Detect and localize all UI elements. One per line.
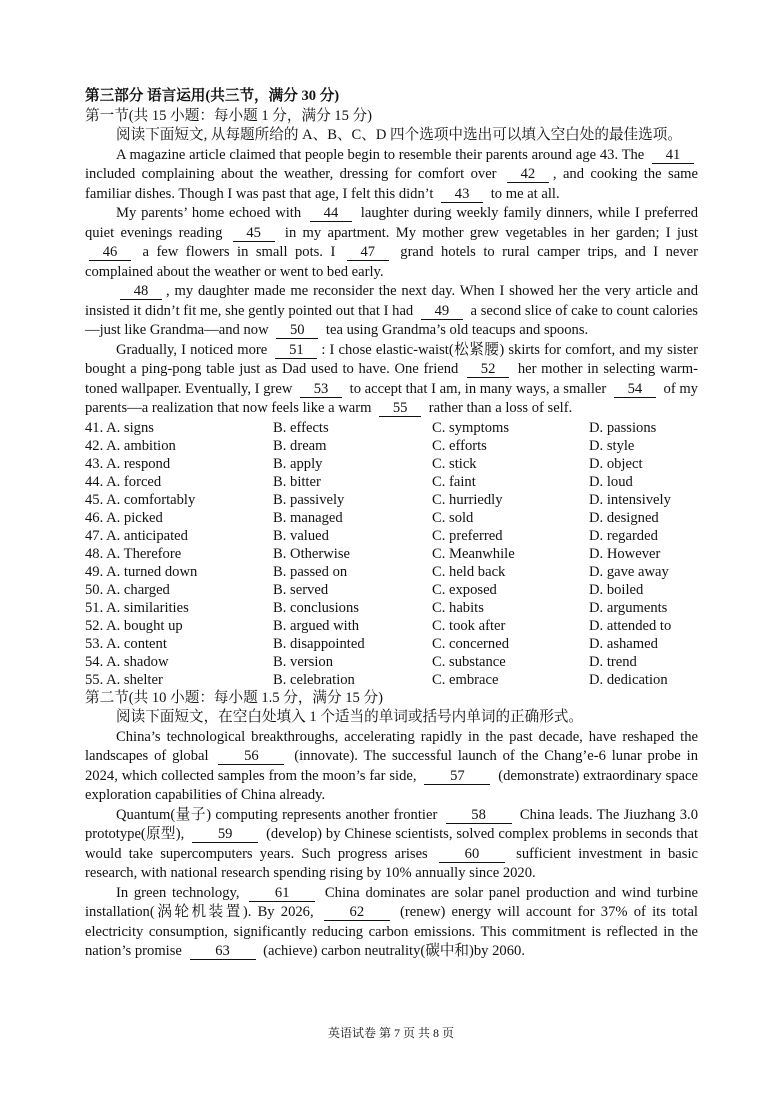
option-A: 54. A. shadow — [85, 653, 169, 670]
blank-47: 47 — [347, 245, 389, 261]
blank-48: 48 — [120, 284, 162, 300]
passage-text: grand hotels to rural camper trips, and I never complained about the weather or went to bed early. — [85, 244, 698, 280]
option-B: B. passively — [273, 491, 345, 508]
blank-63: 63 — [190, 944, 256, 960]
option-A: 43. A. respond — [85, 455, 171, 472]
question-options — [85, 419, 698, 437]
option-C: C. sold — [432, 509, 474, 526]
option-B: B. argued with — [273, 617, 360, 634]
passage-text: included complaining about the weather, dressing for comfort over — [85, 166, 503, 182]
question-options — [85, 617, 698, 635]
option-D: D. intensively — [589, 491, 671, 508]
question-options — [85, 491, 698, 509]
passage-text: to accept that I am, in many ways, a smaller — [346, 380, 610, 397]
question-options — [85, 581, 698, 599]
option-B: B. bitter — [273, 473, 321, 490]
passage-text: a second slice of cake to count calories—just like Grandma—and now — [85, 302, 698, 338]
option-C: C. preferred — [432, 527, 503, 544]
option-C: C. symptoms — [432, 419, 510, 436]
passage-text: her mother in selecting warm-toned wallpaper. Eventually, I grew — [85, 361, 698, 397]
question-options — [85, 527, 698, 545]
passage-text: A magazine article claimed that people begin to resemble their parents around age 43. The — [116, 146, 648, 163]
option-B: B. valued — [273, 527, 329, 544]
passage-text: China leads. The Jiuzhang 3.0 prototype(原型), — [85, 806, 698, 842]
passage-text: of my parents—a realization that now feels like a warm — [85, 380, 698, 416]
question-options — [85, 455, 698, 473]
passage-text: (renew) energy will account for 37% of its total electricity consumption, significantly reducing carbon emissions. This commitment is reflected in the nation’s promise — [85, 904, 698, 959]
section1-title: 第一节(共 15 小题：每小题 1 分，满分 15 分) — [85, 107, 373, 124]
option-D: D. boiled — [589, 581, 644, 598]
option-C: C. efforts — [432, 437, 487, 454]
option-B: B. effects — [273, 419, 329, 436]
option-D: D. gave away — [589, 563, 669, 580]
passage-text: (develop) by Chinese scientists, solved complex problems in seconds that would take supercomputers years. Such progress arises — [85, 826, 699, 862]
option-B: B. disappointed — [273, 635, 365, 652]
passage-text: laughter during weekly family dinners, while I preferred quiet evenings reading — [85, 205, 699, 241]
passage-text: , and cooking the same familiar dishes. Though I was past that age, I felt this didn’t — [85, 166, 698, 202]
question-options — [85, 635, 698, 653]
option-C: C. stick — [432, 455, 477, 472]
option-C: C. Meanwhile — [432, 545, 515, 562]
passage-paragraph — [85, 884, 698, 962]
passage-text: In green technology, — [116, 884, 246, 901]
option-A: 51. A. similarities — [85, 599, 189, 616]
passage-text: (demonstrate) extraordinary space exploration capabilities of China already. — [85, 767, 698, 803]
question-options — [85, 509, 698, 527]
option-C: C. substance — [432, 653, 506, 670]
blank-44: 44 — [310, 206, 352, 222]
section2-instruction: 阅读下面短文，在空白处填入 1 个适当的单词或括号内单词的正确形式。 — [116, 709, 584, 725]
question-options — [85, 599, 698, 617]
passage-paragraph — [85, 806, 698, 884]
option-D: D. attended to — [589, 617, 672, 634]
blank-55: 55 — [379, 401, 421, 417]
exam-page — [85, 87, 698, 962]
passage-paragraph — [85, 728, 698, 806]
passage-text: in my apartment. My mother grew vegetables in her garden; I just — [278, 224, 698, 241]
option-B: B. served — [273, 581, 329, 598]
blank-43: 43 — [441, 187, 483, 203]
option-A: 52. A. bought up — [85, 617, 183, 634]
question-options — [85, 671, 698, 689]
option-C: C. faint — [432, 473, 476, 490]
question-options — [85, 545, 698, 563]
option-C: C. held back — [432, 563, 506, 580]
blank-56: 56 — [218, 749, 284, 765]
option-D: D. dedication — [589, 671, 668, 688]
question-options — [85, 473, 698, 491]
option-D: D. passions — [589, 419, 657, 436]
option-C: C. took after — [432, 617, 506, 634]
section1-passage — [85, 146, 698, 419]
blank-53: 53 — [300, 382, 342, 398]
option-A: 49. A. turned down — [85, 563, 198, 580]
passage-text: : I chose elastic-waist(松紧腰) skirts for comfort, and my sister bought a ping-pong table just as Dad used to have. One friend — [85, 341, 698, 377]
passage-text: a few flowers in small pots. I — [135, 244, 343, 260]
passage-text: , my daughter made me reconsider the next day. When I showed her the very article and insisted it didn’t fit me, she gently pointed out that I had — [85, 283, 698, 319]
option-D: D. style — [589, 437, 635, 454]
option-C: C. concerned — [432, 635, 509, 652]
question-options — [85, 437, 698, 455]
blank-60: 60 — [439, 847, 505, 863]
option-A: 48. A. Therefore — [85, 545, 182, 562]
blank-61: 61 — [249, 886, 315, 902]
passage-text: tea using Grandma’s old teacups and spoons. — [322, 322, 589, 338]
option-B: B. passed on — [273, 563, 348, 580]
blank-59: 59 — [192, 827, 258, 843]
options-list — [85, 419, 698, 689]
passage-text: My parents’ home echoed with — [116, 205, 306, 221]
passage-paragraph — [85, 204, 698, 282]
passage-text: (innovate). The successful launch of the Chang’e-6 lunar probe in 2024, which collected samples from the moon’s far side, — [85, 748, 698, 784]
blank-50: 50 — [276, 323, 318, 339]
passage-paragraph — [85, 282, 698, 341]
option-D: D. regarded — [589, 527, 658, 544]
option-A: 46. A. picked — [85, 509, 163, 526]
option-A: 50. A. charged — [85, 581, 170, 598]
blank-45: 45 — [233, 226, 275, 242]
option-D: D. trend — [589, 653, 637, 670]
option-B: B. version — [273, 653, 333, 670]
blank-62: 62 — [324, 905, 390, 921]
option-D: D. designed — [589, 509, 659, 526]
option-A: 47. A. anticipated — [85, 527, 188, 544]
option-A: 55. A. shelter — [85, 671, 163, 688]
option-B: B. conclusions — [273, 599, 359, 616]
blank-41: 41 — [652, 148, 694, 164]
blank-46: 46 — [89, 245, 131, 261]
option-C: C. exposed — [432, 581, 497, 598]
part-title: 第三部分 语言运用(共三节，满分 30 分) — [85, 88, 340, 104]
passage-paragraph — [85, 146, 698, 205]
passage-text: sufficient investment in basic research, with national research spending rising by 10% annually since 2020. — [85, 845, 698, 881]
option-B: B. Otherwise — [273, 545, 351, 562]
passage-text: rather than a loss of self. — [425, 400, 573, 416]
blank-58: 58 — [446, 808, 512, 824]
passage-text: (achieve) carbon neutrality(碳中和)by 2060. — [259, 943, 525, 959]
option-A: 45. A. comfortably — [85, 491, 196, 508]
option-D: D. However — [589, 545, 661, 562]
option-D: D. object — [589, 455, 643, 472]
option-D: D. arguments — [589, 599, 668, 616]
passage-text: China dominates are solar panel production and wind turbine installation(涡轮机装置). By 2026, — [85, 884, 698, 920]
passage-text: China’s technological breakthroughs, accelerating rapidly in the past decade, have reshaped the landscapes of global — [85, 728, 698, 764]
passage-text: Gradually, I noticed more — [116, 341, 272, 358]
section1-instruction: 阅读下面短文, 从每题所给的 A、B、C、D 四个选项中选出可以填入空白处的最佳选项。 — [116, 127, 682, 143]
option-A: 53. A. content — [85, 635, 167, 652]
option-B: B. dream — [273, 437, 327, 454]
blank-42: 42 — [507, 167, 549, 183]
option-B: B. managed — [273, 509, 343, 526]
option-C: C. embrace — [432, 671, 499, 688]
option-A: 42. A. ambition — [85, 437, 176, 454]
section2-passage — [85, 728, 698, 962]
blank-49: 49 — [421, 304, 463, 320]
blank-57: 57 — [424, 769, 490, 785]
option-B: B. apply — [273, 455, 323, 472]
blank-52: 52 — [467, 362, 509, 378]
option-D: D. loud — [589, 473, 633, 490]
section2-title: 第二节(共 10 小题：每小题 1.5 分，满分 15 分) — [85, 689, 383, 706]
question-options — [85, 563, 698, 581]
question-options — [85, 653, 698, 671]
blank-54: 54 — [614, 382, 656, 398]
passage-text: to me at all. — [487, 185, 560, 202]
page-footer: 英语试卷 第 7 页 共 8 页 — [327, 1026, 454, 1040]
option-C: C. habits — [432, 599, 484, 616]
option-A: 41. A. signs — [85, 419, 154, 436]
option-D: D. ashamed — [589, 635, 658, 652]
option-B: B. celebration — [273, 671, 355, 688]
option-C: C. hurriedly — [432, 491, 503, 508]
passage-paragraph — [85, 341, 698, 419]
passage-text: Quantum(量子) computing represents another frontier — [116, 806, 442, 823]
blank-51: 51 — [275, 343, 317, 359]
option-A: 44. A. forced — [85, 473, 162, 490]
